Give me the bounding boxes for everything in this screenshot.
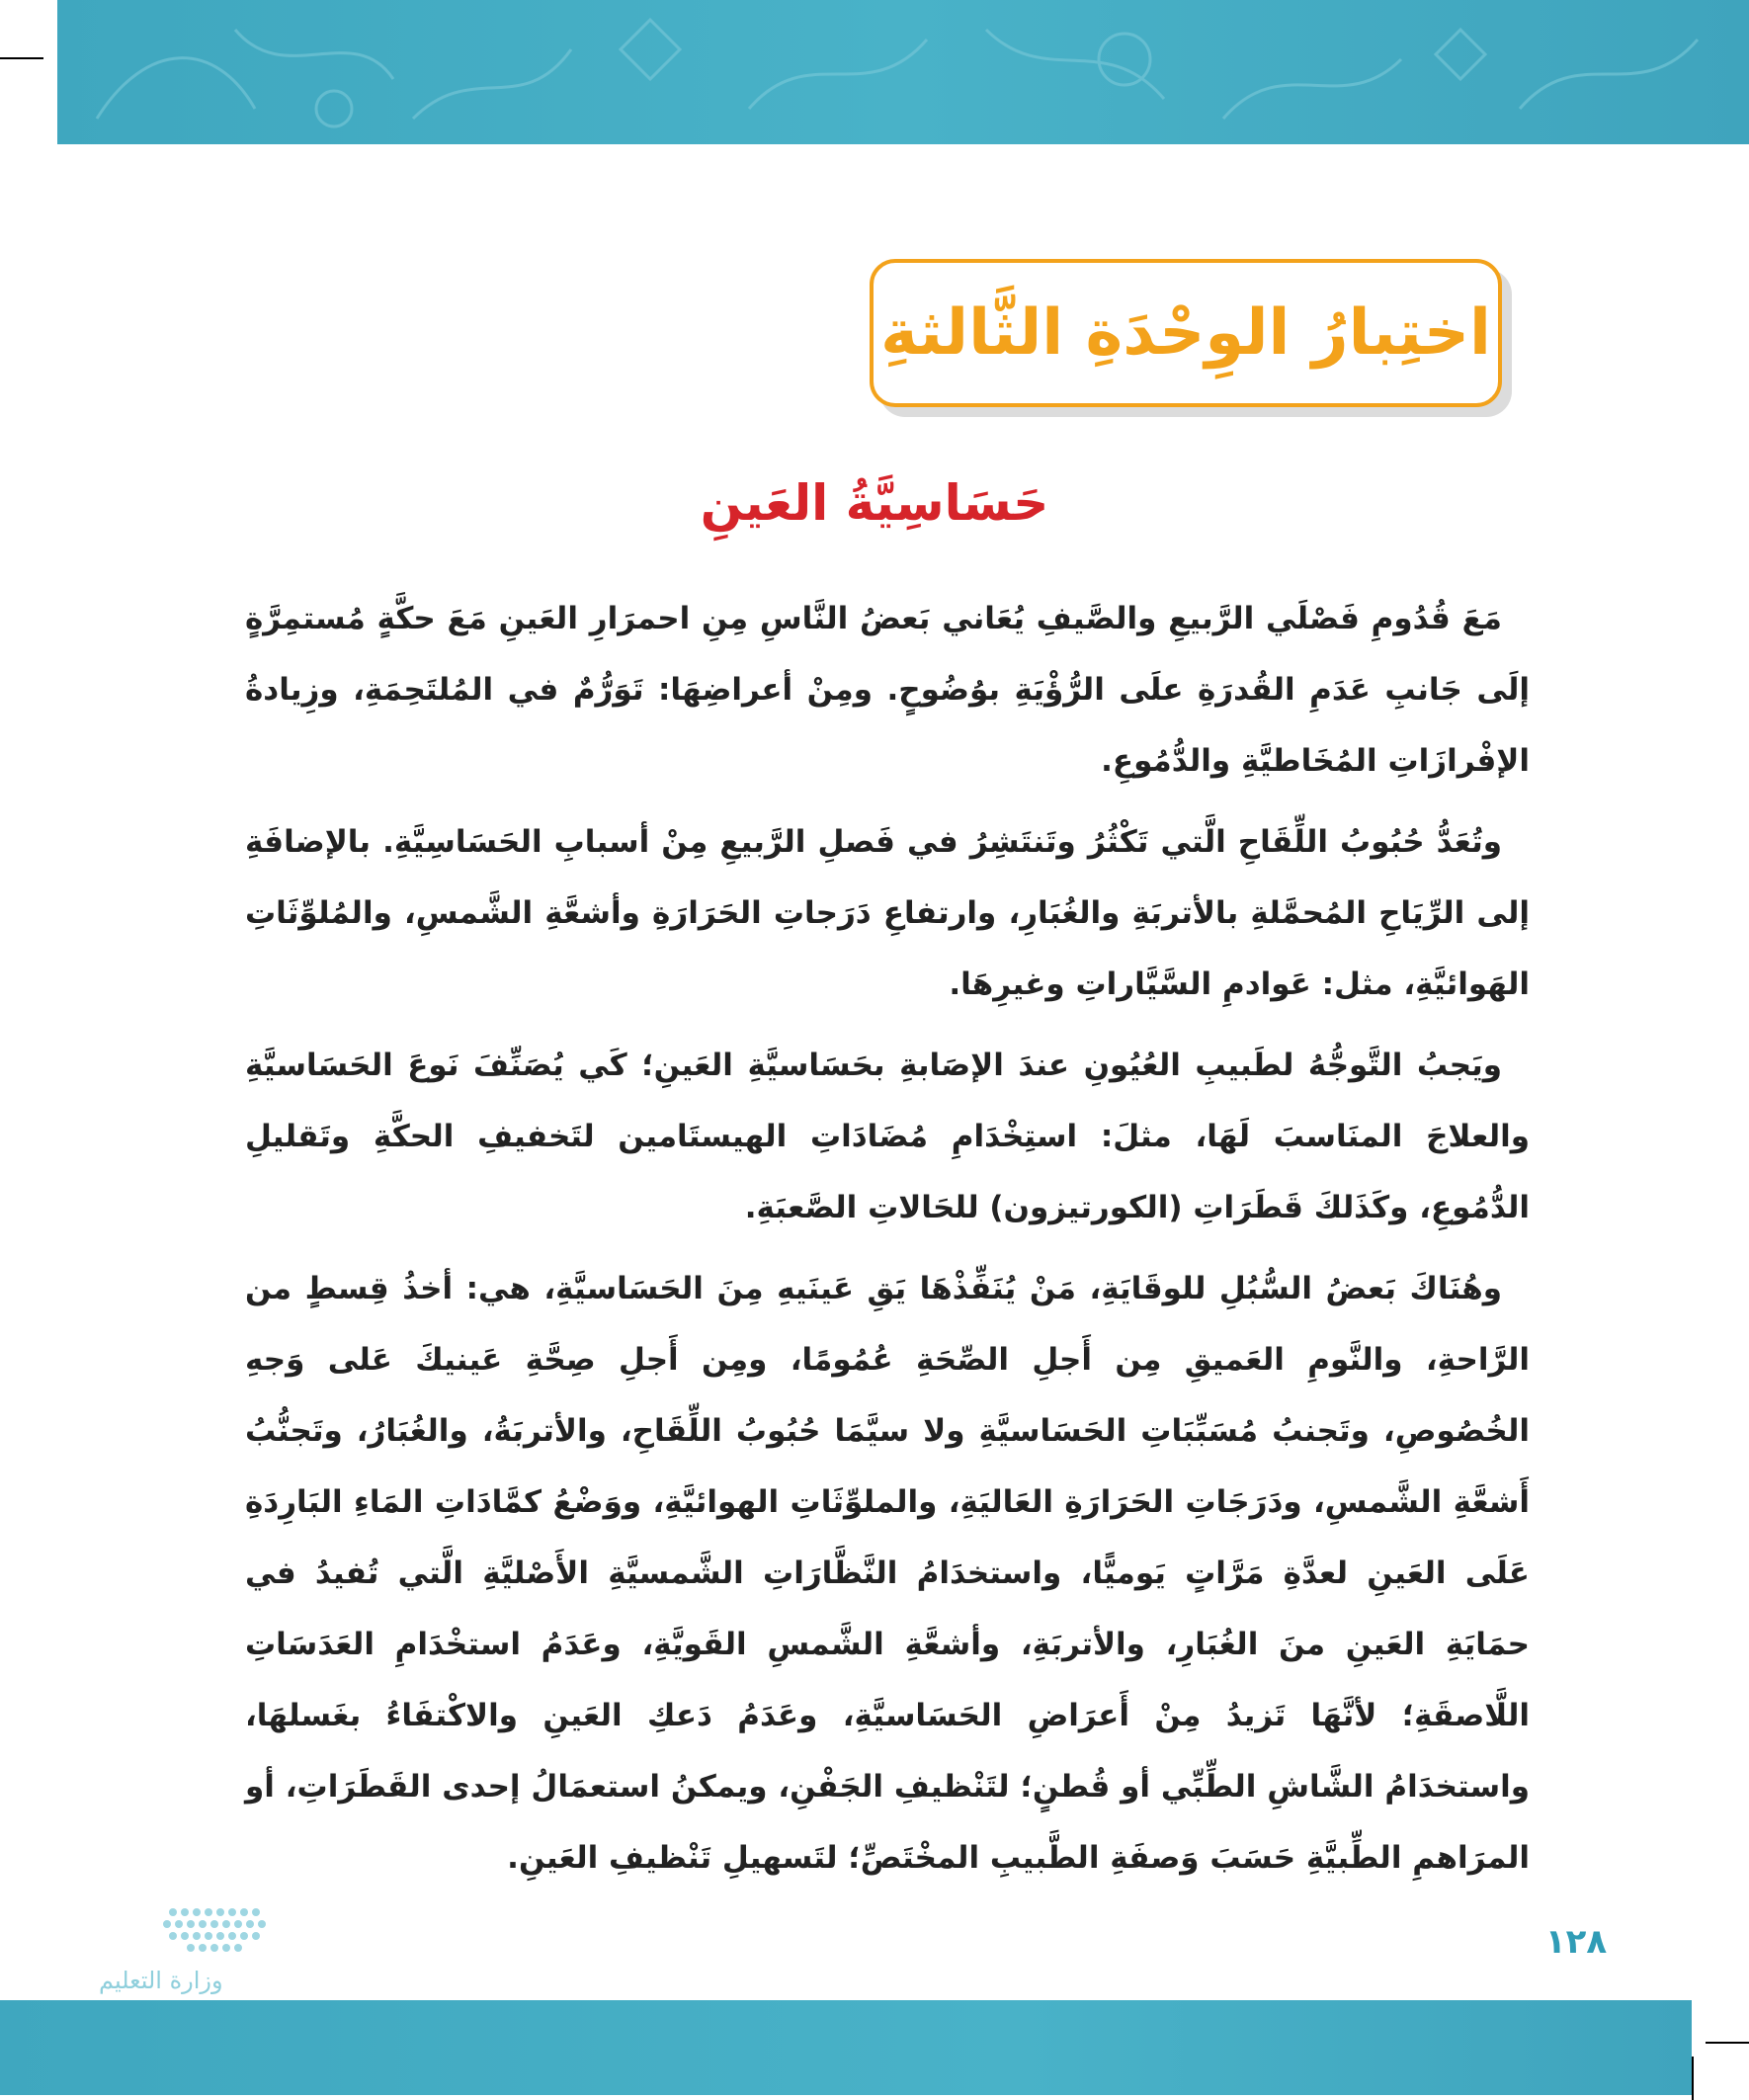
paragraph: مَعَ قُدُومِ فَصْلَي الرَّبيعِ والصَّيفِ يُعَاني بَعضُ النَّاسِ مِنِ احمرَارِ العَينِ مَعَ حكَّةٍ مُستمِرَّةٍ إلَى جَانبِ عَدَمِ القُدرَةِ علَى الرُّؤْيَةِ بوُضُوحٍ. ومِنْ أعراضِهَا: تَوَرُّمٌ في المُلتَحِمَةِ، وزِيادةُ الإفْرازَاتِ المُخَاطيَّةِ والدُّمُوعِ. xyxy=(245,601,1530,779)
ministry-name: وزارة التعليم xyxy=(99,1967,223,1994)
unit-title: اختِبارُ الوِحْدَةِ الثَّالثةِ xyxy=(880,296,1491,370)
unit-title-box xyxy=(870,259,1502,407)
paragraph: وهُنَاكَ بَعضُ السُّبُلِ للوقَايَةِ، مَنْ يُنَفِّذْهَا يَقِ عَينَيهِ مِنَ الحَسَاسيَّةِ، هي: أخذُ قِسطٍ من الرَّاحةِ، والنَّومِ العَميقِ مِن أَجلِ الصِّحَةِ عُمُومًا، ومِن أَجلِ صِحَّةِ عَينيكَ عَلى وَجهِ الخُصُوصِ، وتَجنبُ مُسَبِّبَاتِ الحَسَاسيَّةِ ولا سيَّمَا حُبُوبُ اللِّقَاحِ، والأتربَةُ، والغُبَارُ، وتَجنُّبُ أَشعَّةِ الشَّمسِ، ودَرَجَاتِ الحَرَارَةِ العَاليَةِ، والملوِّثَاتِ الهوائيَّةِ، ووَضْعُ كمَّادَاتِ المَاءِ البَارِدَةِ عَلَى العَينِ لعدَّةِ مَرَّاتٍ يَوميًّا، واستخدَامُ النَّظَّارَاتِ الشَّمسيَّةِ الأَصْليَّةِ الَّتي تُفيدُ في حمَايَةِ العَينِ منَ الغُبَارِ، والأتربَةِ، وأشعَّةِ الشَّمسِ القَويَّةِ، وعَدَمُ استخْدَامِ العَدَسَاتِ اللَّاصقَةِ؛ لأنَّهَا تَزيدُ مِنْ أَعرَاضِ الحَسَاسيَّةِ، وعَدَمُ دَعكِ العَينِ والاكْتفَاءُ بغَسلهَا، واستخدَامُ الشَّاشِ الطِّبِّي أو قُطنٍ؛ لتَنْظيفِ الجَفْنِ، ويمكنُ استعمَالُ إحدى القَطَرَاتِ، أو المرَاهمِ الطِّبيَّةِ حَسَبَ وَصفَةِ الطَّبيبِ المخْتَصِّ؛ لتَسهيلِ تَنْظيفِ العَينِ. xyxy=(245,1271,1530,1876)
crop-mark xyxy=(1706,2042,1749,2044)
lesson-title: حَسَاسِيَّةُ العَينِ xyxy=(700,474,1049,532)
body-text xyxy=(245,583,1530,1903)
ministry-logo-icon xyxy=(94,1883,331,1972)
paragraph: ويَجبُ التَّوجُّهُ لطَبيبِ العُيُونِ عندَ الإصَابةِ بحَسَاسيَّةِ العَينِ؛ كَي يُصَنِّفَ نَوعَ الحَسَاسيَّةِ والعلاجَ المنَاسبَ لَهَا، مثلَ: استِخْدَامِ مُضَادَاتِ الهيستَامين لتَخفيفِ الحكَّةِ وتَقليلِ الدُّمُوعِ، وكَذَلكَ قَطَرَاتِ (الكورتيزون) للحَالاتِ الصَّعبَةِ. xyxy=(245,1048,1530,1225)
crop-mark xyxy=(0,57,43,59)
calligraphy-pattern xyxy=(57,0,1749,144)
header-band xyxy=(57,0,1749,144)
crop-mark xyxy=(1692,2057,1694,2100)
page-number: ١٢٨ xyxy=(1544,1922,1608,1962)
footer-band xyxy=(0,2000,1692,2095)
paragraph: وتُعَدُّ حُبُوبُ اللِّقَاحِ الَّتي تَكْثُرُ وتَنتَشِرُ في فَصلِ الرَّبيعِ مِنْ أسبابِ الحَسَاسِيَّةِ. بالإضافَةِ إلى الرِّيَاحِ المُحمَّلةِ بالأتربَةِ والغُبَارِ، وارتفاعِ دَرَجاتِ الحَرَارَةِ وأشعَّةِ الشَّمسِ، والمُلوِّثَاتِ الهَوائيَّةِ، مثل: عَوادمِ السَّيَّاراتِ وغيرِهَا. xyxy=(245,824,1530,1002)
